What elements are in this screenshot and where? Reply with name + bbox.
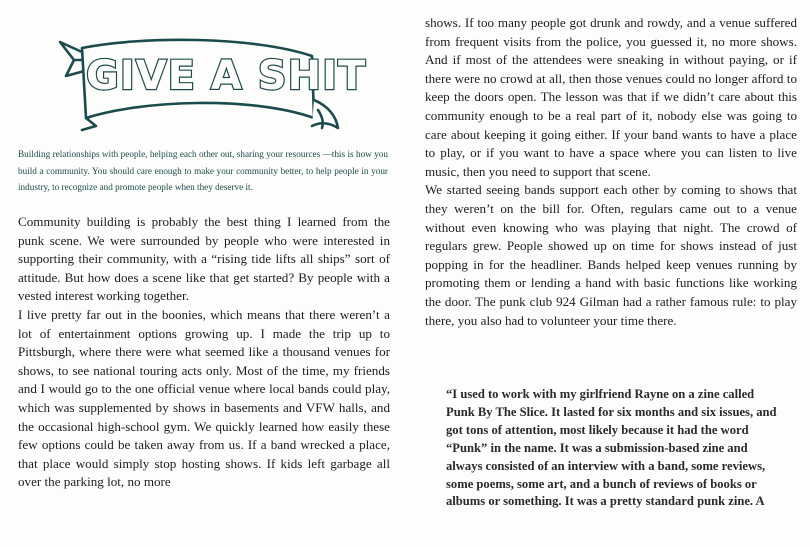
left-column-text (18, 213, 390, 492)
right-column-text (425, 14, 797, 330)
paragraph: We started seeing bands support each other by coming to shows that they weren’t on the bill for. Often, regulars came out to a venue without even knowing who was playing that night. The crowd of regulars grew. People showed up on time for shows instead of just popping in for the headliner. Bands helped keep venues running by promoting them or lending a hand with basic functions like working the door. The punk club 924 Gilman had a rather famous rule: to play there, you also had to volunteer your time there. (425, 182, 797, 328)
chapter-title: GIVE A SHIT (86, 53, 367, 99)
paragraph: shows. If too many people got drunk and rowdy, and a venue suffered from frequent visits from the police, you guessed it, no more shows. And if most of the attendees were sneaking in without paying, or if there were no crowd at all, then those venues could no longer afford to keep the doors open. The lesson was that if we didn’t care about this community enough to be a real part of it, nobody else was going to care about keeping it going either. If your band wants to have a place to play, or if you want to have a space where you can listen to live music, then you need to support that scene. (425, 15, 797, 179)
paragraph: Community building is probably the best thing I learned from the punk scene. We were surrounded by people who were interested in supporting their community, with a “rising tide lifts all ships” sort of attitude. But how does a scene like that get started? By people with a vested interest working together. (18, 214, 390, 304)
chapter-intro: Building relationships with people, helping each other out, sharing your resources —this is how you build a community. You should care enough to make your community better, to help people in your industry, to recognize and promote people when they deserve it. (18, 149, 388, 193)
right-page (405, 0, 810, 547)
paragraph: I live pretty far out in the boonies, which means that there weren’t a lot of entertainment options growing up. I made the trip up to Pittsburgh, where there were what seemed like a thousand venues for shows, to see national touring acts only. Most of the time, my friends and I would go to the one official venue where local bands could play, which was supplemented by shows in basements and VFW halls, and the occasional high-school gym. We quickly learned how easily these few options could be taken away from us. If a band wrecked a place, that place would simply stop hosting shows. If kids left garbage all over the parking lot, no more (18, 306, 390, 490)
pull-quote: “I used to work with my girlfriend Rayne on a zine called Punk By The Slice. It lasted for six months and six issues, and got tons of attention, most likely because it had the word “Punk” in the name. It was a submission-based zine and always consisted of an interview with a band, some reviews, some poems, some art, and a bunch of reviews of books or albums or something. It was a pretty standard punk zine. A (446, 387, 777, 509)
